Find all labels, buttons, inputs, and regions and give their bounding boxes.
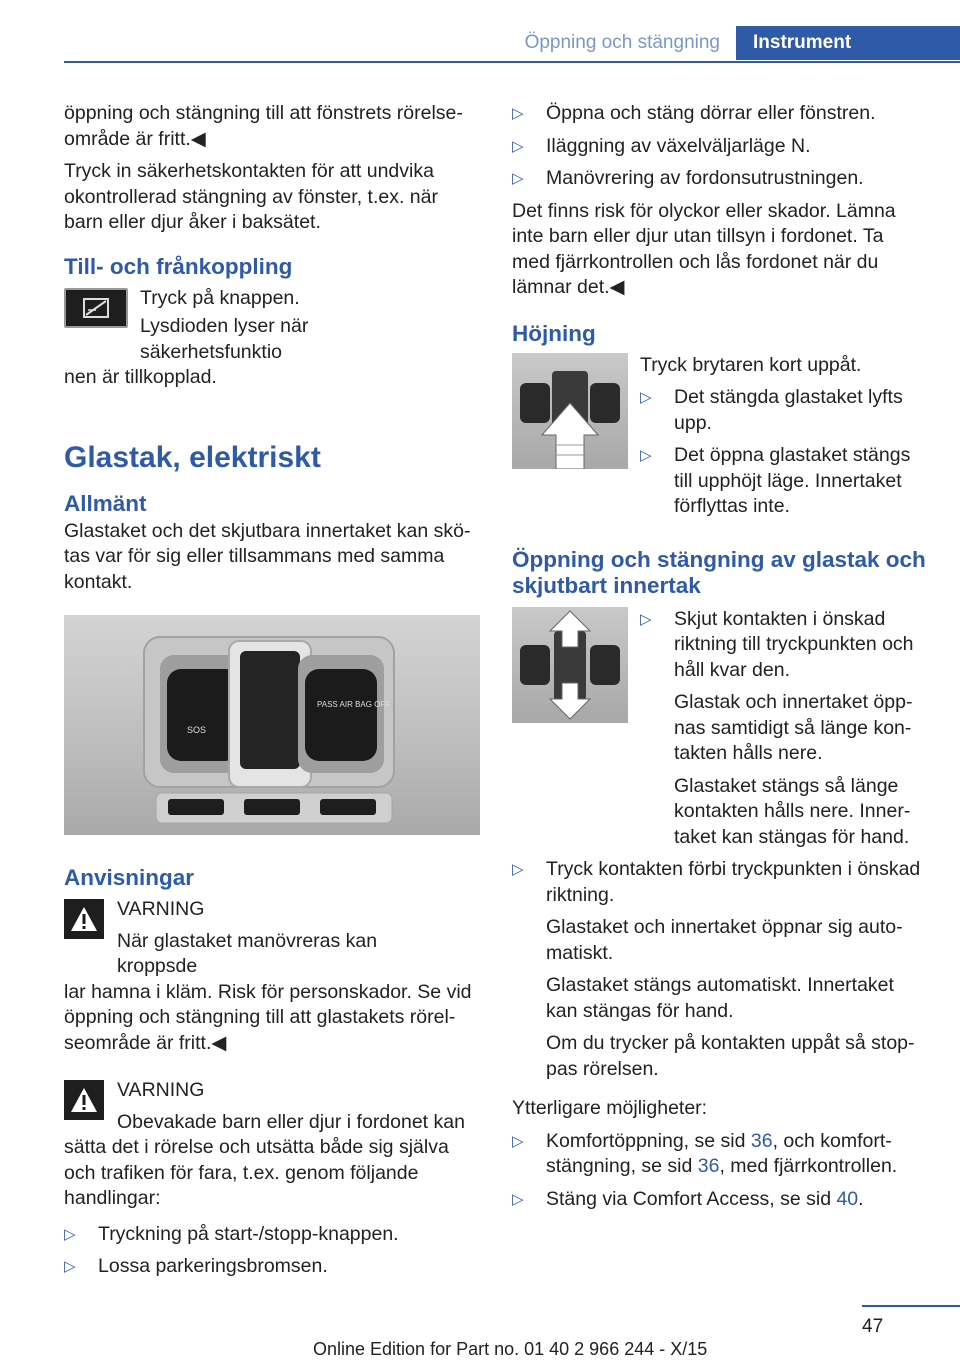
list-text: Glastaket och innertaket öppnar sig automatiskt. [546,916,903,964]
triangle-bullet-icon: ▷ [512,861,524,878]
airbag-label: PASS AIR BAG OFF [317,700,391,709]
paragraph: Det finns risk för olyckor eller skador. Lämna inte barn eller djur utan tillsyn i fordonet. Ta med fjärrkontrollen och lås fordonet när du lämnar det.◀ [512,199,896,298]
list-item: ▷ Stäng via Comfort Access, se sid 40. [512,1187,926,1213]
chapter-tab: Instrument [736,26,960,60]
list-text: Skjut kontakten i önskad riktning till tryckpunkten och håll kvar den. [674,607,914,681]
page-link-36[interactable]: 36 [750,1129,773,1152]
footer-rule [862,1305,960,1307]
section-title: Öppning och stängning [524,32,720,53]
warning-2 [64,1078,480,1135]
triangle-bullet-icon: ▷ [512,1190,524,1208]
warning-text: Obevakade barn eller djur i fordonet kan [117,1110,465,1133]
triangle-bullet-icon: ▷ [64,1225,76,1243]
warning-text: sätta det i rörelse och utsätta både sig själva och trafiken för fara, t.ex. genom följande handlingar: [64,1136,449,1209]
instruction-text: Lysdioden lyser när säkerhetsfunktio [140,315,309,363]
list-item: ▷ Det öppna glastaket stängs till upphöjt läge. Innertaket förflyttas inte. [640,443,926,520]
switch-up-illustration [512,353,628,469]
page-title: Glastak, elektriskt [64,440,321,474]
warning-triangle-icon [64,899,104,939]
triangle-bullet-icon: ▷ [640,447,652,464]
heading-anvisningar: Anvisningar [64,865,195,890]
sos-label: SOS [187,725,207,735]
list-item: ▷ Tryckning på start-/stopp-knappen. [64,1222,480,1248]
left-column [64,101,480,1287]
heading-oppning-och-stangning: Öppning och stängning av glastak och skjutbart innertak [512,546,926,598]
list-text: Glastak och innertaket öppnas samtidigt så länge kontakten hålls nere. [674,691,913,764]
list-item [640,607,926,851]
paragraph: Ytterligare möjligheter: [512,1097,708,1119]
page-link-40[interactable]: 40 [836,1187,859,1210]
heading-till-och-frankoppling: Till- och frånkoppling [64,253,293,279]
warning-1 [64,897,480,980]
oppning-block [512,607,926,858]
triangle-bullet-icon: ▷ [512,170,524,187]
list-item: ▷ Manövrering av fordonsutrustningen. [512,166,926,192]
triangle-bullet-icon: ▷ [512,105,524,122]
list-text: Om du trycker på kontakten uppåt så stoppas rörelsen. [546,1032,915,1080]
list-item: ▷ Det stängda glastaket lyfts upp. [640,385,926,436]
list-item: ▷ Iläggning av växelväljarläge N. [512,134,926,160]
right-column [512,101,926,1219]
edition-text: Online Edition for Part no. 01 40 2 966 244 - X/15 [313,1339,708,1359]
triangle-bullet-icon: ▷ [512,1132,524,1150]
warning-title: VARNING [117,1079,205,1101]
paragraph: öppning och stängning till att fönstrets rörelseområde är fritt.◀ [64,102,463,150]
heading-hojning: Höjning [512,320,596,346]
instruction-text: Tryck på knappen. [140,286,300,309]
button-instruction [64,286,480,366]
roof-console-photo [64,615,480,835]
triangle-bullet-icon: ▷ [64,1258,76,1275]
paragraph: Tryck in säkerhetskontakten för att undvika okontrollerad stängning av fönster, t.ex. när barn eller djur åker i baksätet. [64,160,438,233]
list-item: ▷ Komfortöppning, se sid 36, och komfortstängning, se sid 36, med fjärrkontrollen. [512,1129,926,1180]
list-item: ▷ Öppna och stäng dörrar eller fönstren. [512,101,926,127]
list-item: ▷ Lossa parkeringsbromsen. [64,1254,480,1280]
instruction-text: nen är tillkopplad. [64,366,217,388]
warning-triangle-icon [64,1080,104,1120]
triangle-bullet-icon: ▷ [640,389,652,406]
warning-title: VARNING [117,898,205,920]
list-text: Tryck kontakten förbi tryckpunkten i önskad riktning. [546,858,921,906]
triangle-bullet-icon: ▷ [512,137,524,155]
list-text: Glastaket stängs så länge kontakten hålls nere. Innertaket kan stängas för hand. [674,774,911,848]
warning-text: lar hamna i kläm. Risk för personskador. Se vid öppning och stängning till att glastakets rörelseområde är fritt.◀ [64,980,472,1054]
paragraph: Glastaket och det skjutbara innertaket kan skötas var för sig eller tillsammans med samma kontakt. [64,519,471,593]
window-lock-button-icon [64,288,128,328]
page-link-36[interactable]: 36 [697,1155,720,1177]
warning-text: När glastaket manövreras kan kroppsde [117,929,378,977]
heading-allmant: Allmänt [64,490,147,516]
list-text: Glastaket stängs automatiskt. Innertaket kan stängas för hand. [546,974,894,1022]
instruction-text: Tryck brytaren kort uppåt. [640,353,862,376]
page-number: 47 [862,1316,884,1337]
triangle-bullet-icon: ▷ [640,610,652,628]
list-item [512,857,926,1082]
header-rule [64,61,960,63]
switch-updown-illustration [512,607,628,723]
hojning-block [512,353,926,527]
